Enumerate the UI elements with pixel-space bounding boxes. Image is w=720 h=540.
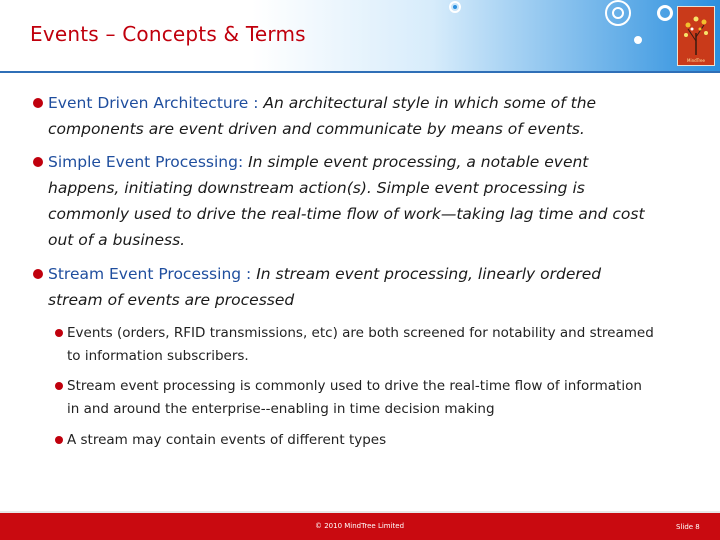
page-title: Events – Concepts & Terms [30,22,306,46]
bullet-text: In stream event processing, linearly ordered stream of events are processed [48,265,602,309]
company-logo [677,6,715,66]
bullet-icon [33,98,43,108]
bullet-icon [33,157,43,167]
bullet-icon [33,269,43,279]
sub-bullet-icon [55,436,63,444]
bullet-term: Event Driven Architecture : [48,94,259,112]
ring-icon [634,36,642,44]
sub-bullet-item: Stream event processing is commonly used to drive the real-time flow of information in and around the enterprise--enabling in time decision making [67,378,642,417]
tree-logo-icon [678,7,714,65]
ring-icon [453,5,457,9]
header-rule [0,71,720,73]
footer-copyright: © 2010 MindTree Limited [315,522,405,530]
bullet-term: Stream Event Processing : [48,265,252,283]
sub-bullet-item: A stream may contain events of different types [67,432,387,448]
bullet-term: Simple Event Processing: [48,153,244,171]
bullet-event-driven-architecture [48,90,648,142]
logo-text: MindTree [687,58,705,63]
sub-bullet-icon [55,382,63,390]
bullet-text: An architectural style in which some of the components are event driven and communicate by means of events. [48,94,597,138]
bullet-simple-event-processing [48,149,648,253]
sub-bullet-item: Events (orders, RFID transmissions, etc) are both screened for notability and streamed to information subscribers. [67,325,654,364]
ring-icon [657,5,673,21]
bullet-stream-event-processing [48,261,648,313]
ring-icon [612,7,624,19]
slide-number: Slide 8 [676,523,700,531]
bullet-text: In simple event processing, a notable event happens, initiating downstream action(s). Simple event processing is commonly used to drive the real-time flow of work—taking lag time and cost out of a business. [48,153,645,249]
sub-bullet-icon [55,329,63,337]
